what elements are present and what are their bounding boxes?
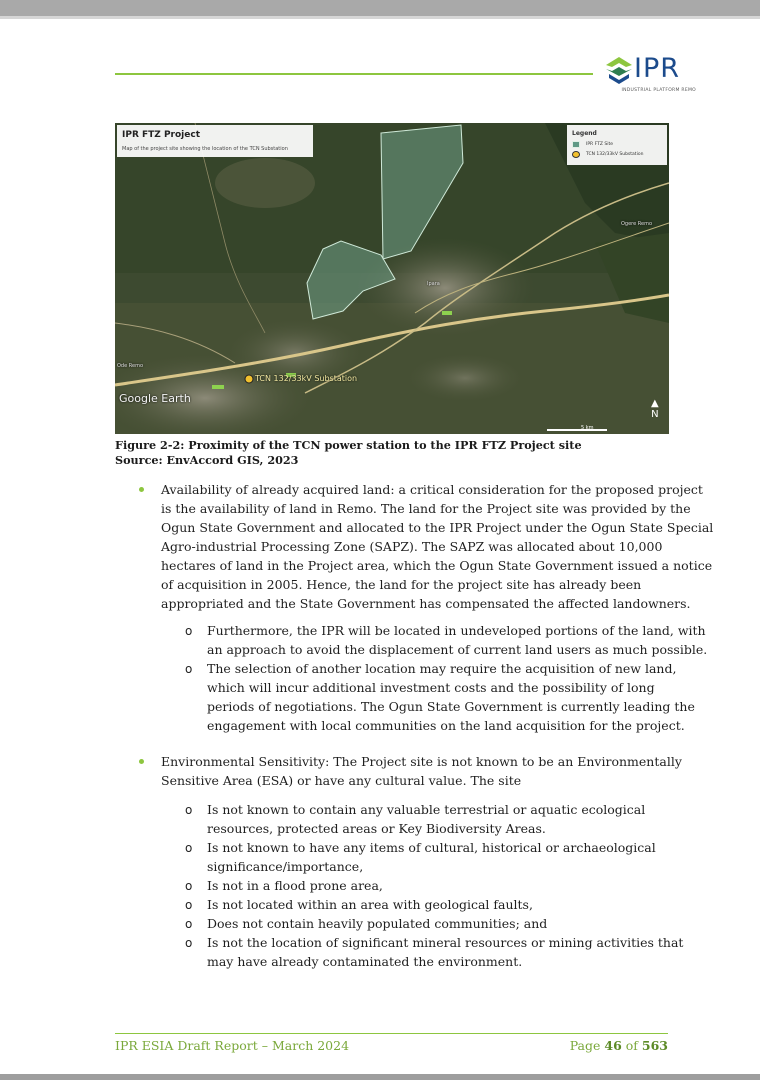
text-line: Is not the location of significant mineral resources or mining activities that: [207, 935, 684, 950]
sub-bullet-icon: o: [185, 803, 193, 817]
legend-item-label: IPR FTZ Site: [586, 142, 614, 147]
legend-item-substation: [572, 151, 643, 158]
logo-subtext: INDUSTRIAL PLATFORM REMO: [621, 88, 696, 93]
north-arrow: [651, 398, 659, 420]
map-title: IPR FTZ Project: [122, 130, 200, 140]
footer-rule: [115, 1033, 668, 1034]
page-prefix: Page: [569, 1038, 601, 1053]
text-line: hectares of land in the Project area, which the Ogun State Government issued a notice: [161, 558, 713, 573]
ipr-logo-icon: [606, 57, 632, 89]
text-line: Is not known to have any items of cultural, historical or archaeological: [207, 840, 656, 855]
text-line: Furthermore, the IPR will be located in undeveloped portions of the land, with: [207, 623, 706, 638]
viewer-top-shadow: [0, 16, 760, 19]
text-line: an approach to avoid the displacement of current land users as much possible.: [207, 642, 708, 657]
text-line: is the availability of land in Remo. The land for the Project site was provided by the: [161, 501, 691, 516]
text-line: Environmental Sensitivity: The Project site is not known to be an Environmentally: [161, 754, 682, 769]
sub-item-faults: [207, 895, 668, 914]
legend-item-label: TCN 132/33kV Substation: [586, 152, 644, 157]
place-label: Ode Remo: [117, 363, 144, 369]
sub-bullet-icon: o: [185, 879, 193, 893]
sub-item-undeveloped-land: [207, 621, 708, 659]
legend-item-site: [572, 141, 613, 148]
figure-caption: [115, 438, 582, 468]
ipr-logo: [606, 55, 696, 97]
map-subtitle: Map of the project site showing the location of the TCN Substation: [122, 146, 288, 152]
sub-bullet-icon: o: [185, 936, 193, 950]
page-of: of: [625, 1038, 638, 1053]
text-line: Is not known to contain any valuable terrestrial or aquatic ecological: [207, 802, 646, 817]
sub-item-mineral: [207, 933, 684, 971]
text-line: Does not contain heavily populated communities; and: [207, 916, 548, 931]
scale-label: 5 km: [581, 425, 594, 431]
text-line: resources, protected areas or Key Biodiversity Areas.: [207, 821, 546, 836]
viewer-bottom-bar: [0, 1074, 760, 1080]
satellite-map-figure: [115, 123, 669, 434]
site-polygon-icon: [572, 141, 580, 148]
footer-report-title: IPR ESIA Draft Report – March 2024: [115, 1038, 350, 1053]
bullet-icon: [139, 759, 144, 764]
substation-label: TCN 132/33kV Substation: [255, 374, 358, 383]
legend-title: Legend: [572, 130, 597, 137]
caption-source: Source: EnvAccord GIS, 2023: [115, 453, 299, 467]
sub-item-cultural: [207, 838, 668, 876]
footer-page-number: [518, 1038, 668, 1053]
text-line: may have already contaminated the environment.: [207, 954, 523, 969]
north-arrow-icon: ▲: [651, 398, 659, 409]
sub-item-flood: [207, 876, 668, 895]
text-line: Sensitive Area (ESA) or have any cultural value. The site: [161, 773, 522, 788]
text-line: Is not in a flood prone area,: [207, 878, 383, 893]
sub-item-ecological: [207, 800, 668, 838]
sub-bullet-icon: o: [185, 624, 193, 638]
text-line: engagement with local communities on the land acquisition for the project.: [207, 718, 685, 733]
place-label: Ipara: [427, 281, 440, 287]
viewer-top-bar: [0, 0, 760, 16]
text-line: Availability of already acquired land: a critical consideration for the proposed project: [161, 482, 703, 497]
sub-bullet-icon: o: [185, 898, 193, 912]
text-line: Ogun State Government and allocated to the IPR Project under the Ogun State Special: [161, 520, 714, 535]
paragraph-land-availability: [161, 480, 714, 613]
substation-marker-icon: [572, 151, 580, 158]
bullet-icon: [139, 487, 144, 492]
text-line: periods of negotiations. The Ogun State Government is currently leading the: [207, 699, 695, 714]
logo-text: IPR: [634, 53, 681, 84]
sub-item-alternative-location: [207, 659, 695, 735]
text-line: Agro-industrial Processing Zone (SAPZ). The SAPZ was allocated about 10,000: [161, 539, 663, 554]
google-earth-watermark: Google Earth: [119, 392, 191, 405]
scale-bar: [547, 429, 607, 431]
header-rule: [115, 73, 593, 75]
sub-item-communities: [207, 914, 668, 933]
text-line: The selection of another location may require the acquisition of new land,: [207, 661, 677, 676]
text-line: which will incur additional investment costs and the possibility of long: [207, 680, 655, 695]
text-line: Is not located within an area with geological faults,: [207, 897, 533, 912]
page-current: 46: [604, 1038, 622, 1053]
map-legend: [567, 125, 667, 165]
text-line: significance/importance,: [207, 859, 364, 874]
page-total: 563: [641, 1038, 668, 1053]
place-label: Ogere Remo: [621, 221, 653, 227]
map-title-box: [117, 125, 313, 157]
north-label: N: [651, 409, 659, 420]
satellite-imagery: [115, 123, 669, 434]
text-line: of acquisition in 2005. Hence, the land for the project site has already been: [161, 577, 642, 592]
sub-bullet-icon: o: [185, 662, 193, 676]
sub-bullet-icon: o: [185, 917, 193, 931]
text-line: appropriated and the State Government has compensated the affected landowners.: [161, 596, 691, 611]
caption-title: Figure 2-2: Proximity of the TCN power station to the IPR FTZ Project site: [115, 438, 582, 452]
sub-bullet-icon: o: [185, 841, 193, 855]
paragraph-environmental-sensitivity: [161, 752, 682, 790]
